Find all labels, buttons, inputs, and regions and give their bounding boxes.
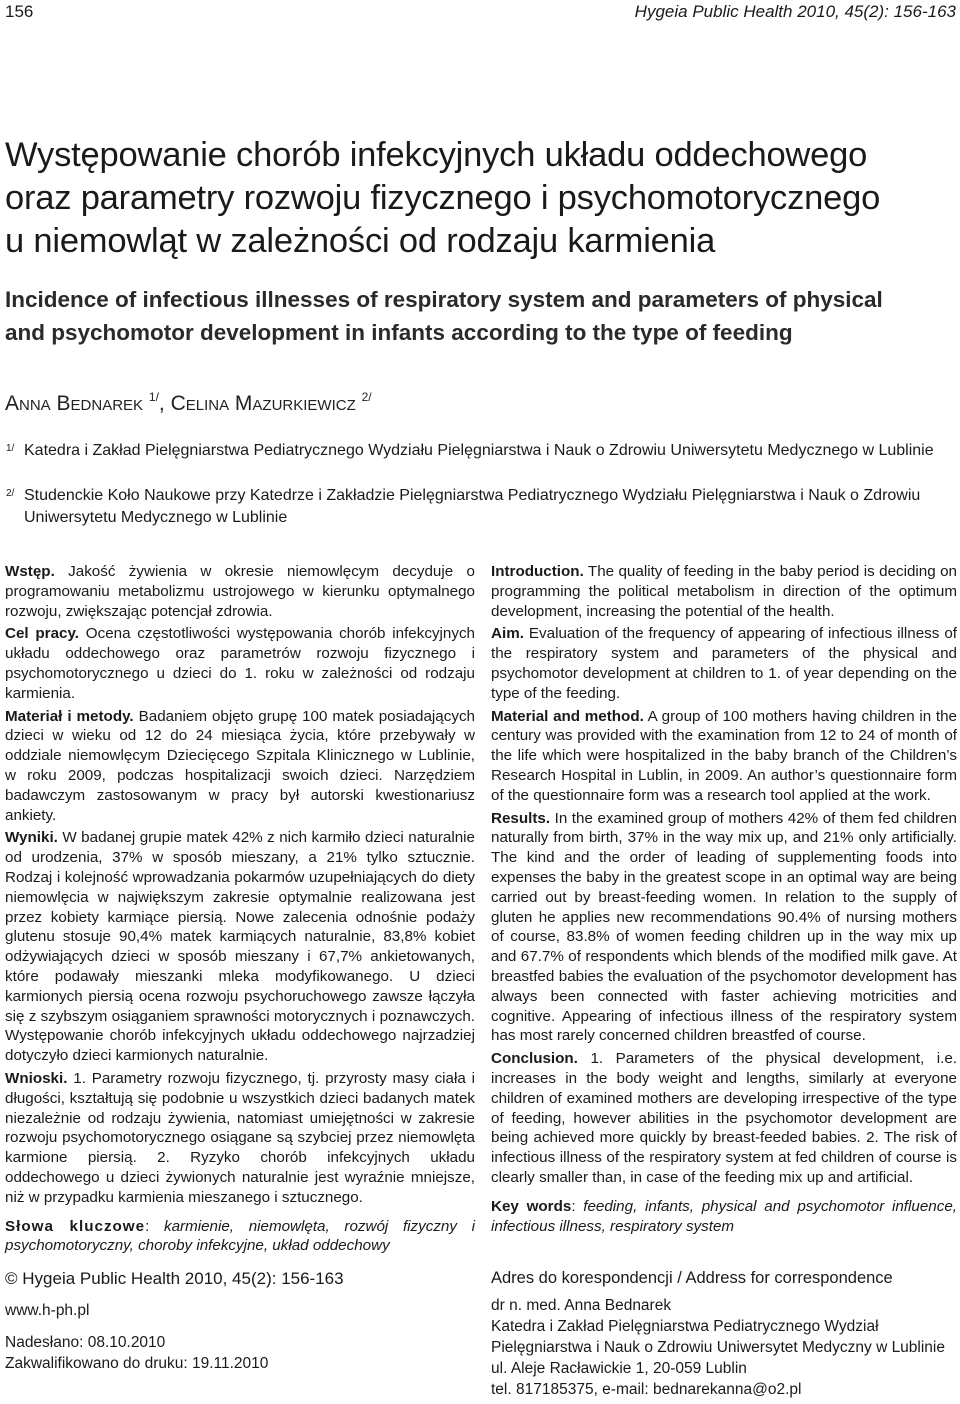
abstract-section xyxy=(5,1069,475,1208)
abstract-section xyxy=(5,562,475,621)
abstract-section-heading: Materiał i metody. xyxy=(5,707,134,725)
abstract-english xyxy=(491,562,957,1239)
keywords-text: karmienie, niemowlęta, rozwój fizyczny i psychomotoryczny, choroby infekcyjne, układ oddechowy xyxy=(5,1217,475,1255)
abstract-section-text: Jakość żywienia w okresie niemowlęcym decyduje o programowaniu metabolizmu ustrojowego w kierunku optymalnego rozwoju, zwiększając potencjał zdrowia. xyxy=(5,563,475,620)
affiliation xyxy=(0,440,955,462)
affiliation-text: Katedra i Zakład Pielęgniarstwa Pediatrycznego Wydziału Pielęgniarstwa i Nauk o Zdrowiu Uniwersytetu Medycznego w Lublinie xyxy=(24,442,934,459)
keywords-text: feeding, infants, physical and psychomotor influence, infectious illness, respiratory system xyxy=(491,1197,957,1235)
abstract-section-text: In the examined group of mothers 42% of them fed children naturally from birth, 37% in the way mix up, and 21% only artificially. The kind and the order of leading of supplementing foods into expenses the baby in the greatest scope in an optimal way are being carried out by breast-feeding women. In relation to the supply of gluten he applies new recommendations 90.4% of nursing mothers of course, 83.8% of women feeding children up in the way mix up and 67.7% of respondents which blends of the modified milk gave. At breastfed babies the evaluation of the psychomotor development has always been connected with faster achieving motricities and cognitive. Appearing of infectious illness of the respiratory system has most rarely concerned children breastfed of course. xyxy=(491,809,957,1045)
author-name: Anna Bednarek xyxy=(5,392,144,415)
abstract-section-text: 1. Parameters of the physical development, i.e. increases in the body weight and lengths, similarly at everyone children of examined mothers are developing irrespective of the type of feeding, however abilities in the psychomotor development are being achieved more quickly by breast-feeded babies. 2. The risk of infectious illness of the respiratory system at fed children of course is clearly smaller than, in case of the feeding mix up and artificial. xyxy=(491,1050,957,1186)
abstract-section-heading: Conclusion. xyxy=(491,1050,578,1068)
abstract-section-heading: Wyniki. xyxy=(5,829,58,847)
affiliation-text: Studenckie Koło Naukowe przy Katedrze i Zakładzie Pielęgniarstwa Pediatrycznego Wydziału Pielęgniarstwa i Nauk o Zdrowiu Uniwersytetu Medycznego w Lublinie xyxy=(24,487,921,526)
abstract-section xyxy=(491,1049,957,1188)
abstract-section-text: Evaluation of the frequency of appearing of infectious illness of the respiratory system and parameters of the physical and psychomotor development at children to 1. of year depending on the type of the feeding. xyxy=(491,625,957,702)
accepted-date: Zakwalifikowano do druku: 19.11.2010 xyxy=(5,1355,269,1372)
abstract-polish xyxy=(5,562,475,1259)
contact-line: tel. 817185375, e-mail: bednarekanna@o2.pl xyxy=(491,1381,802,1398)
running-head: Hygeia Public Health 2010, 45(2): 156-163 xyxy=(634,2,956,21)
abstract-section-heading: Material and method. xyxy=(491,707,644,725)
abstract-section xyxy=(491,562,957,621)
correspondence-address xyxy=(491,1268,957,1400)
submitted-date: Nadesłano: 08.10.2010 xyxy=(5,1334,166,1351)
abstract-section xyxy=(491,809,957,1047)
abstract-section-text: Ocena częstotliwości występowania chorób infekcyjnych układu oddechowego oraz parametrów rozwoju fizycznego i psychomotorycznego u dzieci do 1. roku w zależności od rodzaju karmienia. xyxy=(5,625,475,702)
address-line: Katedra i Zakład Pielęgniarstwa Pediatrycznego Wydział xyxy=(491,1318,879,1335)
abstract-section-text: Badaniem objęto grupę 100 matek posiadających dzieci w wieku od 12 do 24 miesiąca życia, które przebywały w oddziale niemowlęcym Dziecięcego Szpitala Klinicznego w Lublinie, w roku 2009, podczas hospitalizacji swoich dzieci. Narzędziem badawczym zastosowanym w pracy był autorski kwestionariusz ankiety. xyxy=(5,707,475,824)
keywords-separator: : xyxy=(145,1217,164,1235)
title-polish-line: Występowanie chorób infekcyjnych układu oddechowego xyxy=(5,136,868,174)
abstract-section-heading: Wstęp. xyxy=(5,563,55,580)
address-line: dr n. med. Anna Bednarek xyxy=(491,1297,672,1314)
abstract-section xyxy=(5,707,475,826)
affiliation-mark: 1/ xyxy=(6,443,15,454)
author-separator: , xyxy=(158,392,171,415)
title-polish xyxy=(5,134,960,263)
abstract-section-heading: Wnioski. xyxy=(5,1069,68,1087)
page-number: 156 xyxy=(5,2,34,21)
abstract-section-heading: Results. xyxy=(491,809,551,827)
keywords-separator: : xyxy=(571,1197,584,1215)
abstract-section xyxy=(491,624,957,703)
author-affiliation-mark: 2/ xyxy=(361,390,372,404)
title-english xyxy=(5,283,960,349)
correspondence-heading: Adres do korespondencji / Address for correspondence xyxy=(491,1269,893,1287)
keywords-english xyxy=(491,1197,957,1237)
address-line: Pielęgniarstwa i Nauk o Zdrowiu Uniwersytet Medyczny w Lublinie xyxy=(491,1339,945,1356)
abstract-section xyxy=(491,707,957,806)
abstract-section-heading: Introduction. xyxy=(491,563,584,580)
title-polish-line: u niemowląt w zależności od rodzaju karmienia xyxy=(5,222,716,260)
abstract-section-heading: Cel pracy. xyxy=(5,625,80,643)
affiliation xyxy=(0,485,955,529)
abstract-section-text: The quality of feeding in the baby period is deciding on programming the political metabolism in direction of the optimum development, increasing the potential of the health. xyxy=(491,563,957,620)
citation xyxy=(5,1268,344,1289)
journal-url-link[interactable]: www.h-ph.pl xyxy=(5,1302,90,1319)
title-english-line: and psychomotor development in infants according to the type of feeding xyxy=(5,320,793,345)
affiliation-mark: 2/ xyxy=(6,488,15,499)
title-english-line: Incidence of infectious illnesses of respiratory system and parameters of physical xyxy=(5,287,883,312)
abstract-section xyxy=(5,624,475,703)
publication-info xyxy=(5,1268,344,1374)
author-name: Celina Mazurkiewicz xyxy=(170,392,356,415)
address-line: ul. Aleje Racławickie 1, 20-059 Lublin xyxy=(491,1360,747,1377)
abstract-section-text: A group of 100 mothers having children in the century was provided with the examination from 12 to 24 of month of the life which were hospitalized in the baby branch of the Children’s Research Hospital in Lublin, in 2009. An author’s questionnaire form of the questionnaire form was a research tool applied at the work. xyxy=(491,707,957,804)
author-affiliation-mark: 1/ xyxy=(148,390,159,404)
citation-text: Hygeia Public Health 2010, 45(2): 156-163 xyxy=(22,1269,344,1288)
author-list xyxy=(5,390,372,416)
abstract-section xyxy=(5,828,475,1066)
keywords-polish xyxy=(5,1217,475,1257)
copyright-icon: © xyxy=(5,1269,18,1288)
abstract-section-text: W badanej grupie matek 42% z nich karmiło dzieci naturalnie od urodzenia, 37% w sposób mieszany, a 21% tylko sztucznie. Rodzaj i kolejność wprowadzania pokarmów uzupełniających do diety niemowlęcia w największym zakresie optymalnie realizowana jest przez kobiety karmiące piersią. Nowe zalecenia odnośnie podaży glutenu stosuje 90,4% matek karmiących naturalnie, 83,8% kobiet odżywiających dzieci w sposób mieszany i 67,7% ankietowanych, które podawały mieszanki mleka modyfikowanego. U dzieci karmionych piersią ocena rozwoju psychoruchowego zawsze łączyła się z szybszym osiąganiem sprawności motorycznych i poznawczych. Występowanie chorób infekcyjnych układu oddechowego najrzadziej dotyczyło dzieci karmionych naturalnie. xyxy=(5,829,475,1065)
abstract-section-text: 1. Parametry rozwoju fizycznego, tj. przyrosty masy ciała i długości, kształtują się podobnie u wszystkich dzieci badanych matek niezależnie od rodzaju żywienia, natomiast umiejętności w zakresie rozwoju psychomotorycznego osiągane są szybciej przez niemowlęta karmione piersią. 2. Ryzyko chorób infekcyjnych układu oddechowego u dzieci żywionych naturalnie jest wyraźnie mniejsze, niż w przypadku karmienia mieszanego i sztucznego. xyxy=(5,1069,475,1206)
keywords-label: Słowa kluczowe xyxy=(5,1217,146,1235)
keywords-label: Key words xyxy=(491,1197,572,1215)
title-polish-line: oraz parametry rozwoju fizycznego i psychomotorycznego xyxy=(5,179,881,217)
abstract-section-heading: Aim. xyxy=(491,625,524,643)
